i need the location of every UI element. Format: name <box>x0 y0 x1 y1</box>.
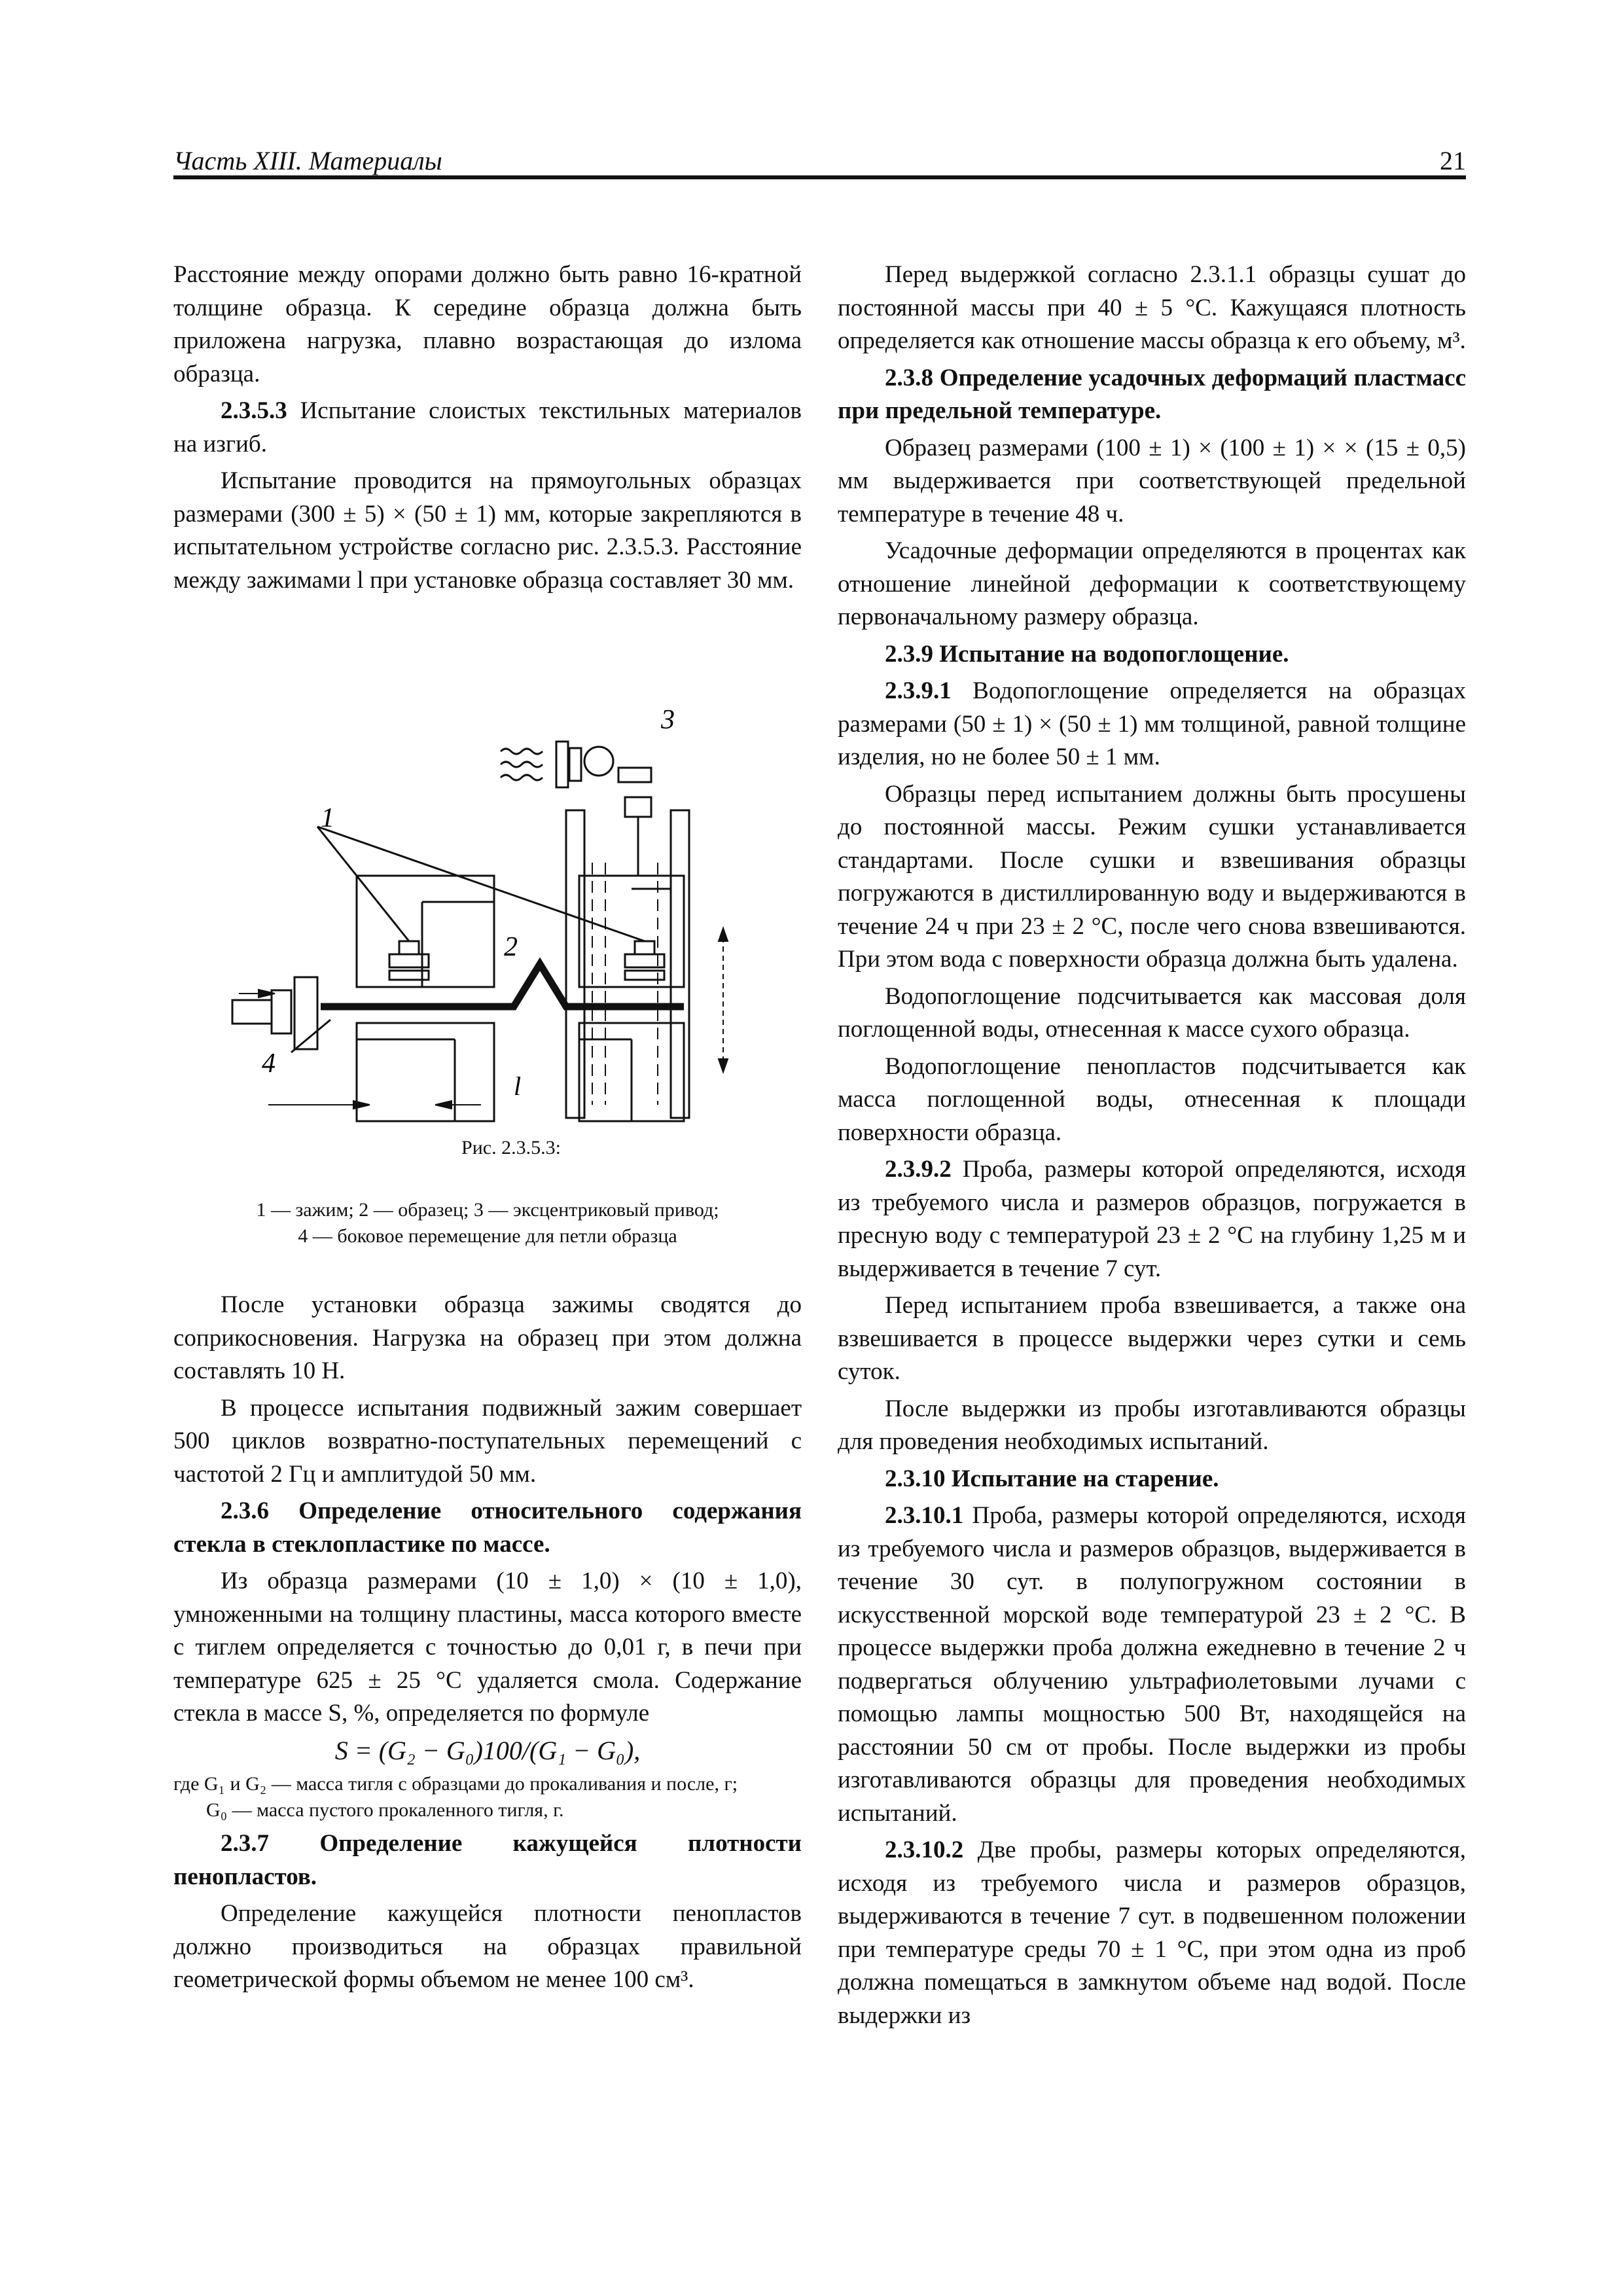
paragraph: Перед выдержкой согласно 2.3.1.1 образцы сушат до постоянной массы при 40 ± 5 °C. Кажущаяся плотность определяется как отношение массы образца к его объему, м³. <box>838 261 1466 354</box>
paragraph <box>838 1153 1466 1285</box>
legend-line: 1 — зажим; 2 — образец; 3 — эксцентриковый привод; <box>256 1199 719 1221</box>
section-heading: 2.3.7 Определение кажущейся плотности пенопластов. <box>173 1830 802 1890</box>
label-2: 2 <box>504 932 518 962</box>
paragraph: В процессе испытания подвижный зажим совершает 500 циклов возвратно-поступательных перемещений с частотой 2 Гц и амплитудой 50 мм. <box>173 1394 802 1488</box>
section-heading: 2.3.6 Определение относительного содержания стекла в стеклопластике по массе. <box>173 1498 802 1558</box>
test-rig-diagram <box>173 601 802 1124</box>
explanation-line: где G₁ и G₂ — масса тигля с образцами до прокаливания и после, г; <box>173 1773 738 1795</box>
paragraph: Водопоглощение подсчитывается как массовая доля поглощенной воды, отнесенная к массе сухого образца. <box>838 982 1466 1043</box>
label-1: 1 <box>321 803 334 833</box>
clause-number: 2.3.10.2 <box>885 1837 964 1863</box>
paragraph <box>838 1499 1466 1830</box>
paragraph: После установки образца зажимы сводятся до соприкосновения. Нагрузка на образец при этом должна составлять 10 Н. <box>173 1291 802 1384</box>
clause-number: 2.3.9.2 <box>885 1156 952 1183</box>
formula: S = (G₂ − G₀)100/(G₁ − G₀), <box>334 1735 641 1765</box>
paragraph: После выдержки из пробы изготавливаются образцы для проведения необходимых испытаний. <box>838 1395 1466 1455</box>
clause-number: 2.3.10.1 <box>885 1502 964 1529</box>
explanation-line: G₀ — масса пустого прокаленного тигля, г. <box>206 1799 564 1821</box>
label-3: 3 <box>661 705 675 735</box>
paragraph <box>173 395 802 461</box>
clause-number: 2.3.5.3 <box>221 397 287 424</box>
paragraph <box>838 675 1466 774</box>
paragraph: Расстояние между опорами должно быть равно 16-кратной толщине образца. К середине образца должна быть приложена нагрузка, плавно возрастающая до излома образца. <box>173 261 802 387</box>
left-column <box>173 259 802 2001</box>
paragraph: Водопоглощение пенопластов подсчитывается как масса поглощенной воды, отнесенная к площади поверхности образца. <box>838 1052 1466 1146</box>
section-heading: 2.3.10 Испытание на старение. <box>885 1465 1219 1492</box>
section-heading: 2.3.8 Определение усадочных деформаций пластмасс при предельной температуре. <box>838 364 1466 424</box>
figure-caption: Рис. 2.3.5.3: <box>461 1137 561 1158</box>
paragraph: Образец размерами (100 ± 1) × (100 ± 1) × × (15 ± 0,5) мм выдерживается при соответствующей предельной температуре в течение 48 ч. <box>838 434 1466 528</box>
paragraph: Испытание проводится на прямоугольных образцах размерами (300 ± 5) × (50 ± 1) мм, которые закрепляются в испытательном устройстве согласно рис. 2.3.5.3. Расстояние между зажимами l при установке образца составляет 30 мм. <box>173 467 802 594</box>
section-heading: 2.3.9 Испытание на водопоглощение. <box>885 640 1289 668</box>
paragraph: Образцы перед испытанием должны быть просушены до постоянной массы. Режим сушки устанавливается стандартами. После сушки и взвешивания образцы погружаются в дистиллированную воду и выдерживаются в течение 24 ч при 23 ± 2 °C, после чего снова взвешиваются. При этом вода с поверхности образца должна быть удалена. <box>838 780 1466 973</box>
clause-number: 2.3.9.1 <box>885 677 952 704</box>
header-rule <box>173 175 1466 179</box>
formula-explanation <box>173 1771 802 1823</box>
page-number: 21 <box>1440 146 1466 175</box>
paragraph: Из образца размерами (10 ± 1,0) × (10 ± 1,0), умноженными на толщину пластины, масса которого вместе с тиглем определяется с точностью до 0,01 г, в печи при температуре 625 ± 25 °C удаляется смола. Содержание стекла в массе S, %, определяется по формуле <box>173 1568 802 1727</box>
label-4: 4 <box>262 1049 276 1079</box>
clause-text: Испытание слоистых текстильных материалов на изгиб. <box>173 397 802 457</box>
paragraph: Перед испытанием проба взвешивается, а также она взвешивается в процессе выдержки через сутки и семь суток. <box>838 1292 1466 1385</box>
right-column <box>838 259 1466 2036</box>
label-l: l <box>514 1071 522 1101</box>
paragraph <box>838 1834 1466 2032</box>
running-header <box>173 145 1466 177</box>
paragraph: Усадочные деформации определяются в процентах как отношение линейной деформации к соответствующему первоначальному размеру образца. <box>838 537 1466 630</box>
legend-line: 4 — боковое перемещение для петли образца <box>298 1225 677 1247</box>
clause-text: Водопоглощение определяется на образцах размерами (50 ± 1) × (50 ± 1) мм толщиной, равной толщине изделия, но не более 50 ± 1 мм. <box>838 677 1466 770</box>
figure-2-3-5-3 <box>173 601 802 1193</box>
section-title: Часть XIII. Материалы <box>173 146 442 175</box>
paragraph: Определение кажущейся плотности пенопластов должно производиться на образцах правильной геометрической формы объемом не менее 100 см³. <box>173 1900 802 1993</box>
clause-text: Две пробы, размеры которых определяются, исходя из требуемого числа и размеров образцов, выдерживаются в течение 7 сут. в подвешенном положении при температуре среды 70 ± 1 °C, при этом одна из проб должна помещаться в замкнутом объеме над водой. После выдержки из <box>838 1837 1466 2029</box>
clause-text: Проба, размеры которой определяются, исходя из требуемого числа и размеров образцов, выдерживается в течение 30 сут. в полупогружном состоянии в искусственной морской воде температурой 23 ± 2 °C. В процессе выдержки проба должна ежедневно в течение 2 ч подвергаться облучению ультрафиолетовыми лучами с помощью лампы мощностью 500 Вт, находящейся на расстоянии 50 см от пробы. После выдержки из пробы изготавливаются образцы для проведения необходимых испытаний. <box>838 1502 1466 1827</box>
figure-legend <box>173 1197 802 1249</box>
clause-text: Проба, размеры которой определяются, исходя из требуемого числа и размеров образцов, погружается в пресную воду с температурой 23 ± 2 °C на глубину 1,25 м и выдерживается в течение 7 сут. <box>838 1156 1466 1282</box>
